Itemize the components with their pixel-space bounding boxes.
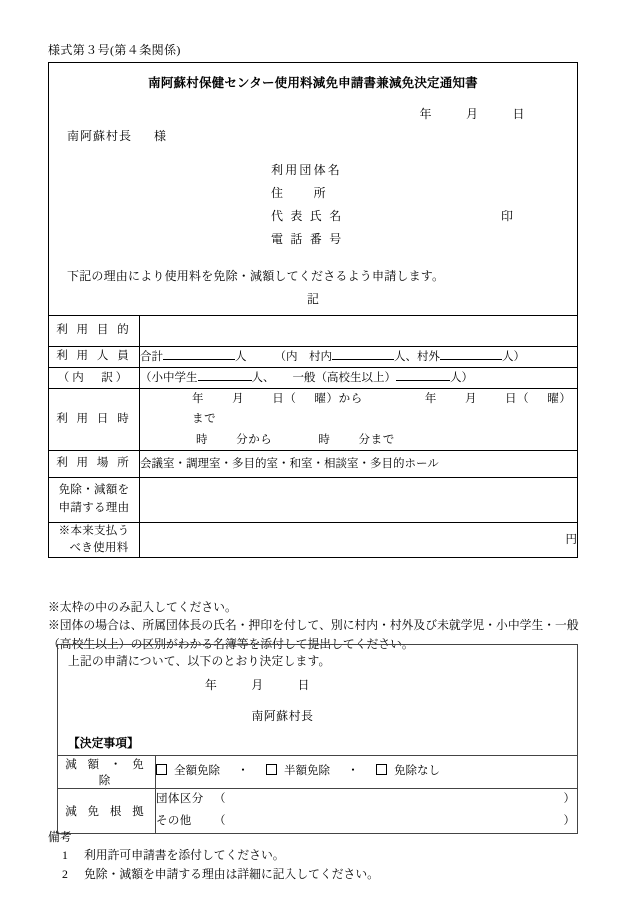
attendance-breakdown-value[interactable]	[140, 368, 578, 389]
application-date-line	[49, 97, 577, 122]
fee-label	[49, 522, 140, 557]
students-unit: 人、	[251, 372, 275, 385]
datetime-date-line	[140, 389, 577, 429]
reason-value[interactable]	[140, 477, 578, 522]
remarks-item-2-number: 2	[62, 866, 68, 881]
attendance-outside-blank[interactable]	[440, 347, 502, 360]
general-blank[interactable]	[396, 368, 450, 381]
decision-row-reduction	[58, 756, 577, 789]
attendance-total-blank[interactable]	[163, 347, 235, 360]
remarks-item-1-text: 利用許可申請書を添付してください。	[84, 848, 285, 863]
applicant-representative-row	[49, 204, 577, 227]
table-row-reason	[49, 477, 577, 522]
decision-intro: 上記の申請について、以下のとおり決定します。	[68, 654, 331, 668]
attendance-label: 利 用 人 員	[49, 347, 140, 368]
applicant-group-name-label: 利用団体名	[271, 163, 343, 177]
basis-values	[156, 789, 578, 833]
remarks-item-2	[48, 865, 588, 883]
time-minute-to: 分まで	[358, 433, 395, 446]
applicant-representative-label: 代 表 氏 名	[271, 209, 344, 223]
datetime-day-from: 日（	[272, 393, 297, 406]
option-no-exemption[interactable]: 免除なし	[394, 765, 440, 778]
datetime-time-line	[140, 430, 577, 450]
remarks-item-2-text: 免除・減額を申請する理由は詳細に記入してください。	[84, 866, 379, 881]
attendance-total-value[interactable]	[140, 347, 578, 368]
decision-day-label: 日	[297, 678, 310, 692]
reason-label-line2: 申請する理由	[58, 501, 130, 514]
basis-group-type-row[interactable]	[156, 789, 577, 811]
date-day-label: 日	[512, 107, 525, 121]
application-frame	[48, 62, 578, 558]
decision-date-line	[58, 669, 577, 693]
applicant-address-row	[49, 181, 577, 204]
general-label: 一般（高校生以上）	[292, 372, 396, 385]
reduction-options	[156, 756, 578, 789]
attendance-outside-unit: 人）	[502, 351, 525, 363]
attendance-total-unit: 人	[235, 351, 247, 363]
datetime-day-to: 日（	[505, 393, 530, 406]
time-hour-from: 時	[196, 433, 209, 446]
decision-year-label: 年	[205, 678, 218, 692]
table-row-attendance-breakdown	[49, 368, 577, 389]
basis-other-open: （	[214, 814, 226, 827]
reason-label-line1: 免除・減額を	[58, 484, 130, 497]
datetime-value[interactable]	[140, 389, 578, 450]
option-full-exemption[interactable]: 全額免除	[174, 765, 220, 778]
attendance-inside-label: （内 村内	[274, 351, 332, 363]
attendance-breakdown-label: （内 訳）	[49, 368, 140, 389]
decision-heading: 【決定事項】	[68, 736, 139, 750]
table-row-location	[49, 450, 577, 477]
decision-row-basis	[58, 789, 577, 833]
purpose-label: 利 用 目 的	[49, 316, 140, 347]
decision-frame	[57, 644, 578, 834]
remarks-block	[48, 828, 588, 883]
applicant-block	[49, 144, 577, 254]
basis-label: 減 免 根 拠	[58, 789, 156, 833]
basis-other-label: その他	[156, 814, 192, 827]
datetime-year-from: 年	[192, 393, 205, 406]
ki-marker: 記	[306, 292, 319, 306]
remarks-item-1	[48, 846, 588, 864]
addressee-name: 南阿蘇村長	[67, 129, 133, 143]
basis-group-type-close: ）	[563, 793, 575, 805]
datetime-weekday-to: 曜）まで	[192, 393, 572, 426]
table-row-purpose	[49, 316, 577, 347]
addressee-line	[49, 122, 577, 144]
datetime-weekday-from: 曜）から	[314, 393, 363, 406]
remarks-title: 備考	[48, 830, 72, 844]
reason-label	[49, 477, 140, 522]
checkbox-no-exemption[interactable]	[376, 764, 387, 775]
decision-month-label: 月	[251, 678, 264, 692]
option-separator-1: ・	[237, 765, 249, 778]
fee-value[interactable]	[140, 522, 578, 557]
fee-label-line2: べき使用料	[69, 541, 129, 554]
students-label: （小中学生	[140, 372, 198, 385]
form-note-1: ※太枠の中のみ記入してください。	[48, 600, 237, 614]
decision-signer: 南阿蘇村長	[251, 709, 314, 723]
option-separator-2: ・	[347, 765, 359, 778]
form-note-2: ※団体の場合は、所属団体長の氏名・押印を付して、別に村内・村外及び未就学児・小中学生・一般（高校生以上）の区別がわかる名簿等を添付して提出してください。	[48, 618, 579, 651]
attendance-total-label: 合計	[140, 351, 163, 363]
form-number: 様式第３号(第４条関係)	[48, 43, 181, 57]
application-table	[49, 315, 577, 557]
basis-other-close: ）	[563, 814, 575, 827]
option-half-exemption[interactable]: 半額免除	[284, 765, 330, 778]
applicant-address-label: 住 所	[271, 186, 328, 200]
decision-table	[58, 755, 577, 833]
request-statement: 下記の理由により使用料を免除・減額してくださるよう申請します。	[67, 269, 445, 283]
document-title: 南阿蘇村保健センター使用料減免申請書兼減免決定通知書	[148, 76, 478, 90]
location-value[interactable]: 会議室・調理室・多目的室・和室・相談室・多目的ホール	[140, 450, 578, 477]
checkbox-full-exemption[interactable]	[156, 764, 167, 775]
basis-group-type-open: （	[214, 793, 226, 805]
general-unit: 人）	[450, 372, 473, 385]
attendance-inside-blank[interactable]	[332, 347, 394, 360]
reduction-label: 減 額 ・ 免 除	[58, 756, 156, 789]
datetime-month-to: 月	[464, 393, 478, 406]
seal-label: 印	[501, 209, 514, 223]
table-row-attendance	[49, 347, 577, 368]
fee-label-line1: ※本来支払う	[58, 524, 130, 537]
fee-unit-label: 円	[565, 533, 577, 546]
location-label: 利 用 場 所	[49, 450, 140, 477]
checkbox-half-exemption[interactable]	[266, 764, 277, 775]
applicant-group-name-row	[49, 158, 577, 181]
basis-group-type-label: 団体区分	[156, 793, 204, 805]
date-year-label: 年	[419, 107, 432, 121]
applicant-phone-label: 電 話 番 号	[271, 232, 344, 246]
table-row-datetime	[49, 389, 577, 450]
datetime-label: 利 用 日 時	[49, 389, 140, 450]
remarks-item-1-number: 1	[62, 848, 68, 863]
addressee-honorific: 様	[154, 129, 168, 143]
time-hour-to: 時	[318, 433, 331, 446]
students-blank[interactable]	[198, 368, 252, 381]
datetime-year-to: 年	[424, 393, 437, 406]
attendance-outside-label: 人、村外	[394, 351, 440, 363]
table-row-fee	[49, 522, 577, 557]
date-month-label: 月	[465, 107, 479, 121]
applicant-phone-row	[49, 227, 577, 250]
time-minute-from: 分から	[236, 433, 273, 446]
datetime-month-from: 月	[232, 393, 245, 406]
purpose-value[interactable]	[140, 316, 578, 347]
